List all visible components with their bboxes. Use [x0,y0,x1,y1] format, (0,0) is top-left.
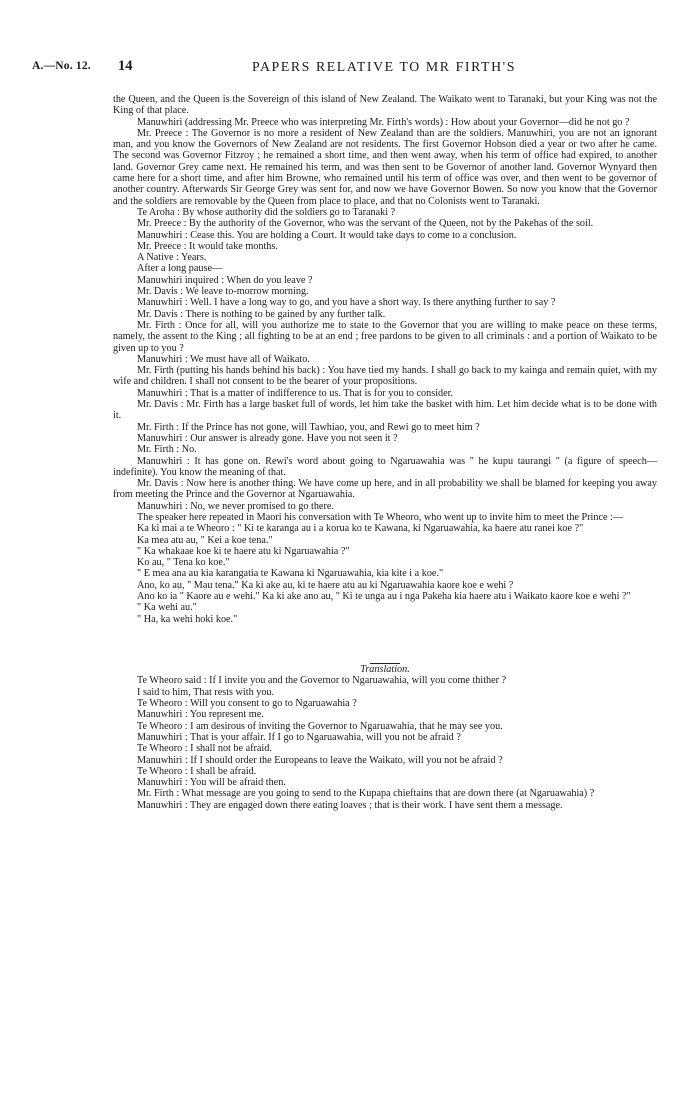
paragraph: Mr. Firth (putting his hands behind his back) : You have tied my hands. I shall go back to my kainga and remain quiet, with my wife and children. I shall not consent to be the bearer of your propositions. [113,365,657,388]
paragraph: Te Aroha : By whose authority did the soldiers go to Taranaki ? [137,206,396,218]
paragraph: " Ha, ka wehi hoki koe." [137,613,238,625]
paragraph: Ano ko ia " Kaore au e wehi." Ka ki ake ano au, " Ki te unga au i nga Pakeha kia haere atu i Waikato kaore koe e wehi ?" [137,591,631,603]
paragraph: " Ka whakaae koe ki te haere atu ki Ngaruawahia ?" [137,545,350,557]
body-text [113,94,657,811]
translation-paragraph: Te Wheoro : I shall not be afraid. [137,743,272,755]
translation-paragraph: Te Wheoro : I am desirous of inviting the Governor to Ngaruawahia, that he may see you. [137,720,503,732]
page-header [32,58,672,76]
page-number: 14 [118,58,133,74]
paragraph: Mr. Davis : We leave to-morrow morning. [137,286,309,298]
translation-paragraph: Te Wheoro : Will you consent to go to Ngaruawahia ? [137,698,357,710]
running-title: PAPERS RELATIVE TO MR FIRTH'S [251,59,516,74]
translation-paragraph: Te Wheoro said : If I invite you and the Governor to Ngaruawahia, will you come thither ? [137,675,507,687]
translation-paragraph: Manuwhiri : They are engaged down there eating loaves ; that is their work. I have sent them a message. [137,799,563,811]
translation-paragraph: I said to him, That rests with you. [137,686,275,698]
paragraph: Mr. Davis : Now here is another thing. We have come up here, and in all probability we shall be blamed for keeping you away from meeting the Prince and the Governor at Ngaruawahia. [113,478,657,501]
paragraph: Manuwhiri : That is a matter of indifference to us. That is for you to consider. [137,387,454,399]
paragraph: A Native : Years. [137,252,207,264]
paragraph: Manuwhiri : Our answer is already gone. Have you not seen it ? [137,432,398,444]
paragraph: Ka mea atu au, " Kei a koe tena." [137,534,273,546]
paper-reference: A.—No. 12. [32,60,91,72]
paragraph: Manuwhiri : It has gone on. Rewi's word about going to Ngaruawahia was " he kupu taurangi " (a figure of speech—indefinite). You know the meaning of that. [113,455,657,478]
paragraph: " E mea ana au kia karangatia te Kawana ki Ngaruawahia, kia kite i a koe." [137,568,444,580]
paragraph: Mr. Preece : It would take months. [137,240,278,252]
paragraph: Mr. Davis : There is nothing to be gained by any further talk. [137,308,386,320]
paragraph: Ka ki mai a te Wheoro : " Ki te karanga au i a korua ko te Kawana, ki Ngaruawahia, ka haere atu ranei koe ?" [137,523,584,535]
paragraph: Mr. Preece : The Governor is no more a resident of New Zealand than are the soldiers. Manuwhiri, you are not an ignorant man, and you know the Governors of New Zealand are not residents. The first Governor Hobson died a year or two after he came. The second was Governor Fitzroy ; he remained a short time, and then went away, when his term of office had expired, to another land. Governor Grey came next. He remained his term, and was then sent to be Governor of another land. Governor Wynyard then came here for a short time, and after him Browne, who remained until his term of office was over, and then went to be governor of another country. Afterwards Sir George Grey was sent for, and now we have Governor Bowen. So now you know that the Governor and the soldiers are removable by the Queen from place to place, and that no Colonists went to Taranaki. [113,127,657,207]
translation-heading: Translation. [360,664,410,676]
paragraph: Ko au, " Tena ko koe." [137,557,230,569]
paragraph: Mr. Preece : By the authority of the Governor, who was the servant of the Queen, not by the Pakehas of the soil. [137,218,594,230]
paragraph: Mr. Firth : No. [137,444,197,456]
paragraph: Mr. Firth : If the Prince has not gone, will Tawhiao, you, and Rewi go to meet him ? [137,421,480,433]
paragraph: Manuwhiri : No, we never promised to go there. [137,500,334,512]
paragraph: Manuwhiri : We must have all of Waikato. [137,353,310,365]
paragraph: Mr. Firth : Once for all, will you authorize me to state to the Governor that you are willing to make peace on these terms, namely, the assent to the King ; all fighting to be at an end ; free pardons to be given to all criminals : and a portion of Waikato to be given up to you ? [113,319,657,354]
paragraph: Mr. Davis : Mr. Firth has a large basket full of words, let him take the basket with him. Let him decide what is to be done with it. [113,399,657,422]
paragraph: Manuwhiri : Cease this. You are holding a Court. It would take days to come to a conclusion. [137,229,517,241]
paragraph: the Queen, and the Queen is the Sovereign of this island of New Zealand. The Waikato went to Taranaki, but your King was not the King of that place. [113,94,657,117]
paragraph: After a long pause— [137,263,223,275]
paragraph: Manuwhiri (addressing Mr. Preece who was interpreting Mr. Firth's words) : How about your Governor—did he not go ? [137,116,630,128]
translation-paragraph: Manuwhiri : That is your affair. If I go to Ngaruawahia, will you not be afraid ? [137,731,461,743]
translation-paragraph: Te Wheoro : I shall be afraid. [137,765,257,777]
translation-paragraph: Manuwhiri : If I should order the Europeans to leave the Waikato, will you not be afraid ? [137,754,503,766]
translation-paragraph: Manuwhiri : You will be afraid then. [137,777,286,789]
paragraph: " Ka wehi au." [137,602,197,614]
translation-paragraph: Manuwhiri : You represent me. [137,709,264,721]
translation-paragraph: Mr. Firth : What message are you going to send to the Kupapa chieftains that are down there (at Ngaruawahia) ? [137,788,595,800]
paragraph: Manuwhiri : Well. I have a long way to go, and you have a short way. Is there anything further to say ? [137,297,556,309]
paragraph: Manuwhiri inquired : When do you leave ? [137,274,313,286]
paragraph: The speaker here repeated in Maori his conversation with Te Wheoro, who went up to invite him to meet the Prince :— [137,511,624,523]
paragraph: Ano, ko au, " Mau tena." Ka ki ake au, ki te haere atu au ki Ngaruawahia kaore koe e wehi ? [137,579,514,591]
